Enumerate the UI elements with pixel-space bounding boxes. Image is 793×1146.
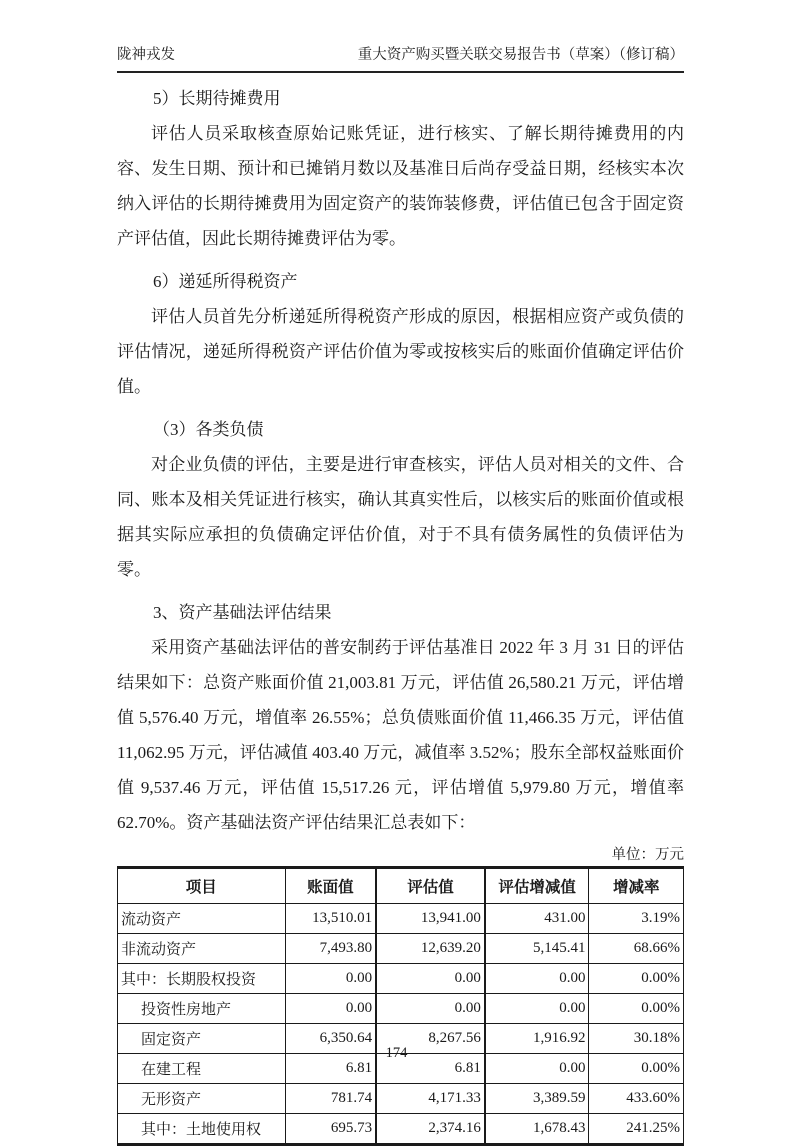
cell-assessed-value: 0.00 (376, 964, 485, 994)
table-row-investment-property (118, 994, 684, 1024)
cell-change: 1,678.43 (485, 1114, 589, 1145)
header-report-title: 重大资产购买暨关联交易报告书（草案）（修订稿） (357, 47, 684, 63)
cell-book-value: 781.74 (285, 1084, 376, 1114)
table-row-long-term-equity-investment (118, 964, 684, 994)
cell-item-label: 无形资产 (118, 1084, 286, 1114)
cell-item-label: 投资性房地产 (118, 994, 286, 1024)
table-row-current-assets (118, 904, 684, 934)
col-header-assessed-value: 评估值 (376, 868, 485, 904)
para-deferred-tax-assets: 评估人员首先分析递延所得税资产形成的原因，根据相应资产或负债的评估情况，递延所得税资产评估价值为零或按核实后的账面价值确定评估价值。 (117, 307, 684, 396)
cell-item-label: 非流动资产 (118, 934, 286, 964)
cell-assessed-value: 0.00 (376, 994, 485, 1024)
cell-book-value: 6.81 (285, 1054, 376, 1084)
table-unit-label: 单位：万元 (611, 847, 684, 863)
para-long-term-deferred-expenses: 评估人员采取核查原始记账凭证，进行核实、了解长期待摊费用的内容、发生日期、预计和已摊销月数以及基准日后尚存受益日期，经核实本次纳入评估的长期待摊费用为固定资产的装饰装修费，评估值已包含于固定资产评估值，因此长期待摊费评估为零。 (117, 124, 684, 248)
cell-item-label: 其中：长期股权投资 (118, 964, 286, 994)
cell-change: 0.00 (485, 994, 589, 1024)
table-header-row (118, 868, 684, 904)
cell-change-rate: 0.00% (589, 1054, 684, 1084)
heading-long-term-deferred-expenses: 5）长期待摊费用 (153, 89, 281, 108)
para-asset-based-results: 采用资产基础法评估的普安制药于评估基准日 2022 年 3 月 31 日的评估结果如下：总资产账面价值 21,003.81 万元，评估值 26,580.21 万元，评估增值 5,576.40 万元，增值率 26.55%；总负债账面价值 11,466.35 万元，评估值 11,062.95 万元，评估减值 403.40 万元，减值率 3.52%；股东全部权益账面价值 9,537.46 万元，评估值 15,517.26 元，评估增值 5,979.80 万元，增值率 62.70%。资产基础法资产评估结果汇总表如下： (117, 638, 684, 832)
col-header-book-value: 账面值 (285, 868, 376, 904)
header-company-name: 陇神戎发 (117, 47, 175, 63)
cell-assessed-value: 6.81 (376, 1054, 485, 1084)
page-number: 174 (385, 1045, 408, 1061)
cell-change-rate: 0.00% (589, 994, 684, 1024)
heading-asset-based-results: 3、资产基础法评估结果 (153, 603, 332, 622)
cell-assessed-value: 8,267.56 (376, 1024, 485, 1054)
cell-assessed-value: 13,941.00 (376, 904, 485, 934)
valuation-summary-table (117, 866, 684, 1146)
para-liabilities: 对企业负债的评估，主要是进行审查核实，评估人员对相关的文件、合同、账本及相关凭证进行核实，确认其真实性后，以核实后的账面价值或根据其实际应承担的负债确定评估价值，对于不具有债务属性的负债评估为零。 (117, 455, 684, 579)
col-header-item: 项目 (118, 868, 286, 904)
cell-assessed-value: 12,639.20 (376, 934, 485, 964)
cell-change-rate: 3.19% (589, 904, 684, 934)
cell-book-value: 695.73 (285, 1114, 376, 1145)
cell-change: 0.00 (485, 1054, 589, 1084)
cell-change: 0.00 (485, 964, 589, 994)
cell-change: 431.00 (485, 904, 589, 934)
cell-change: 5,145.41 (485, 934, 589, 964)
cell-book-value: 6,350.64 (285, 1024, 376, 1054)
cell-change: 1,916.92 (485, 1024, 589, 1054)
cell-change-rate: 68.66% (589, 934, 684, 964)
cell-change-rate: 0.00% (589, 964, 684, 994)
table-row-land-use-rights (118, 1114, 684, 1145)
cell-item-label: 固定资产 (118, 1024, 286, 1054)
cell-book-value: 7,493.80 (285, 934, 376, 964)
table-row-non-current-assets (118, 934, 684, 964)
cell-change-rate: 433.60% (589, 1084, 684, 1114)
cell-book-value: 0.00 (285, 964, 376, 994)
table-unit-row (117, 844, 684, 866)
cell-change-rate: 241.25% (589, 1114, 684, 1145)
document-body (117, 81, 684, 1146)
cell-book-value: 13,510.01 (285, 904, 376, 934)
table-row-intangible-assets (118, 1084, 684, 1114)
cell-change-rate: 30.18% (589, 1024, 684, 1054)
heading-deferred-tax-assets: 6）递延所得税资产 (153, 272, 298, 291)
page-header (117, 45, 684, 73)
cell-book-value: 0.00 (285, 994, 376, 1024)
col-header-change-rate: 增减率 (589, 868, 684, 904)
heading-liabilities: （3）各类负债 (153, 420, 264, 439)
cell-item-label: 在建工程 (118, 1054, 286, 1084)
cell-item-label: 其中：土地使用权 (118, 1114, 286, 1145)
cell-assessed-value: 4,171.33 (376, 1084, 485, 1114)
col-header-change: 评估增减值 (485, 868, 589, 904)
cell-item-label: 流动资产 (118, 904, 286, 934)
cell-assessed-value: 2,374.16 (376, 1114, 485, 1145)
cell-change: 3,389.59 (485, 1084, 589, 1114)
